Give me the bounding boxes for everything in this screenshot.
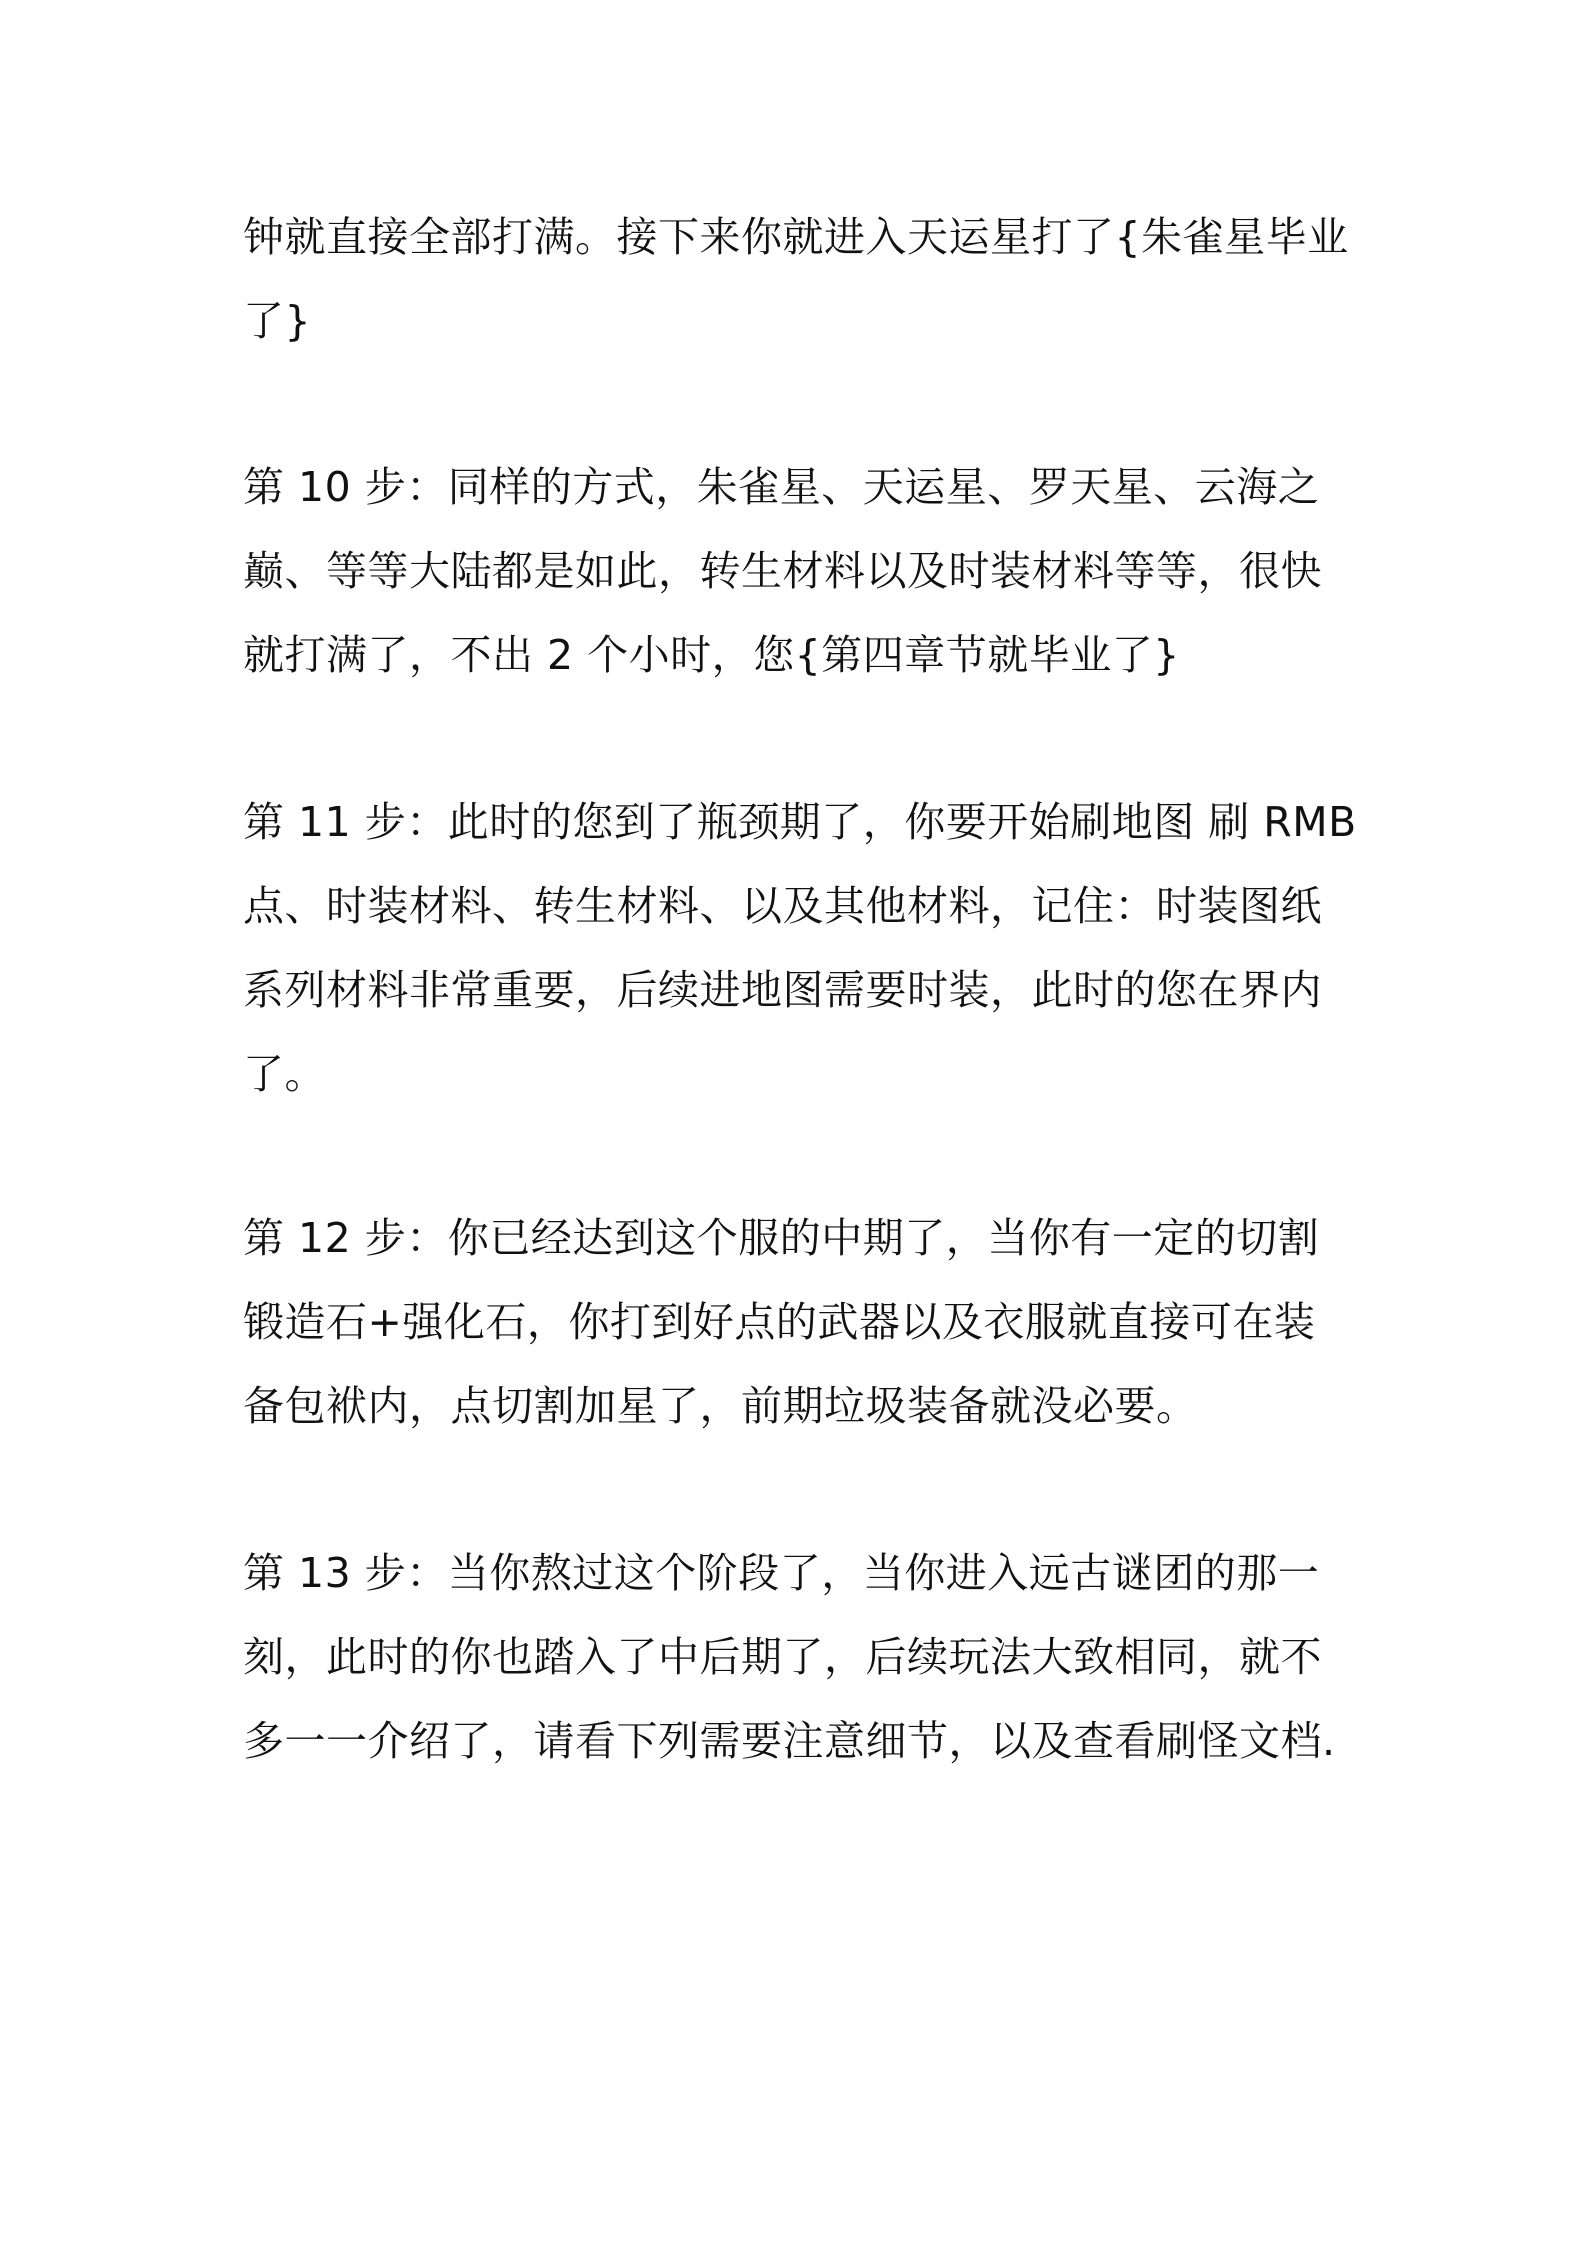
paragraph-line: 点、时装材料、转生材料、以及其他材料，记住：时装图纸 bbox=[243, 882, 1322, 930]
paragraph-line: 第 13 步：当你熬过这个阶段了，当你进入远古谜团的那一 bbox=[243, 1549, 1320, 1597]
paragraph-line: 刻，此时的你也踏入了中后期了，后续玩法大致相同，就不 bbox=[243, 1633, 1322, 1681]
paragraph-line: 第 12 步：你已经达到这个服的中期了，当你有一定的切割 bbox=[243, 1214, 1320, 1262]
paragraph-line: 巅、等等大陆都是如此，转生材料以及时装材料等等，很快 bbox=[243, 547, 1322, 595]
paragraph-line: 锻造石+强化石，你打到好点的武器以及衣服就直接可在装 bbox=[243, 1298, 1316, 1346]
paragraph-line: 备包袱内，点切割加星了，前期垃圾装备就没必要。 bbox=[243, 1382, 1198, 1430]
paragraph-line: 了} bbox=[243, 297, 312, 345]
paragraph-line: 第 10 步：同样的方式，朱雀星、天运星、罗天星、云海之 bbox=[243, 463, 1320, 511]
paragraph-step-10 bbox=[243, 445, 1353, 697]
paragraph-intro bbox=[243, 195, 1353, 363]
paragraph-step-13 bbox=[243, 1531, 1353, 1783]
paragraph-line: 了。 bbox=[243, 1050, 326, 1098]
paragraph-line: 系列材料非常重要，后续进地图需要时装，此时的您在界内 bbox=[243, 966, 1322, 1014]
paragraph-line: 钟就直接全部打满。接下来你就进入天运星打了{朱雀星毕业 bbox=[243, 213, 1349, 261]
paragraph-step-11 bbox=[243, 780, 1357, 1116]
paragraph-line: 就打满了，不出 2 个小时，您{第四章节就毕业了} bbox=[243, 631, 1180, 679]
paragraph-step-12 bbox=[243, 1196, 1353, 1448]
paragraph-line: 多一一介绍了，请看下列需要注意细节，以及查看刷怪文档. bbox=[243, 1717, 1336, 1765]
paragraph-line: 第 11 步：此时的您到了瓶颈期了，你要开始刷地图 刷 RMB bbox=[243, 798, 1357, 846]
